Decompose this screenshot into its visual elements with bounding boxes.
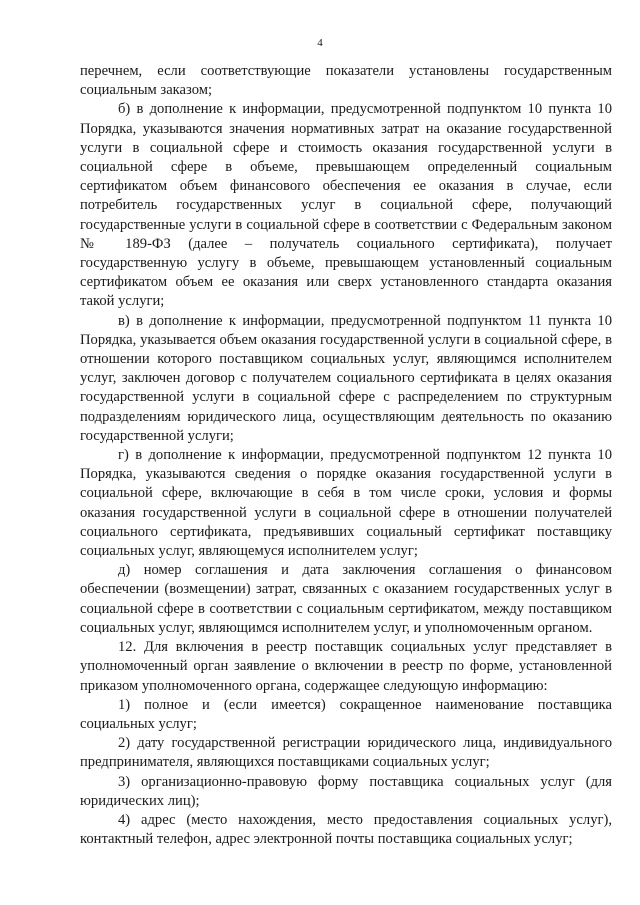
list-item-3: 3) организационно-правовую форму поставщика социальных услуг (для юридических лиц); — [80, 773, 612, 809]
document-body — [80, 62, 612, 849]
list-item-2: 2) дату государственной регистрации юридического лица, индивидуального предпринимателя, являющихся поставщиками социальных услуг; — [80, 735, 612, 771]
page-number: 4 — [317, 37, 323, 49]
paragraph-12: 12. Для включения в реестр поставщик социальных услуг представляет в уполномоченный орган заявление о включении в реестр по форме, установленной приказом уполномоченного органа, содержащее следующую информацию: — [80, 639, 612, 694]
paragraph-d: д) номер соглашения и дата заключения соглашения о финансовом обеспечении (возмещении) затрат, связанных с оказанием государственных услуг в социальной сфере в соответствии с социальным сертификатом, между поставщиком социальных услуг, являющимся исполнителем услуг, и уполномоченным органом. — [80, 562, 612, 636]
paragraph-g: г) в дополнение к информации, предусмотренной подпунктом 12 пункта 10 Порядка, указываются сведения о порядке оказания государственной услуги в социальной сфере, включающие в себя в том числе сроки, условия и формы оказания государственной услуги в социальной сфере в отношении получателей социального сертификата, предъявивших социальный сертификат поставщику социальных услуг, являющемуся исполнителем услуг; — [80, 447, 612, 560]
paragraph-continuation: перечнем, если соответствующие показатели установлены государственным социальным заказом; — [80, 63, 612, 99]
list-item-4: 4) адрес (место нахождения, место предоставления социальных услуг), контактный телефон, адрес электронной почты поставщика социальных услуг; — [80, 811, 612, 848]
list-item-1: 1) полное и (если имеется) сокращенное наименование поставщика социальных услуг; — [80, 696, 612, 732]
paragraph-b: б) в дополнение к информации, предусмотренной подпунктом 10 пункта 10 Порядка, указываются значения нормативных затрат на оказание государственной услуги в социальной сфере и стоимость оказания государственной услуги в социальной сфере в объеме, превышающем определенный социальным сертификатом объем финансового обеспечения ее оказания в случае, если потребитель государственных услуг в социальной сфере, получающий государственные услуги в социальной сфере в соответствии с Федеральным законом № 189-ФЗ (далее – получатель социального сертификата), получает государственную услугу в объеме, превышающем установленный социальным сертификатом объем ее оказания или сверх установленного стандарта оказания такой услуги; — [80, 101, 612, 310]
paragraph-v: в) в дополнение к информации, предусмотренной подпунктом 11 пункта 10 Порядка, указывается объем оказания государственной услуги в социальной сфере, в отношении которого поставщиком социальных услуг, являющимся исполнителем услуг, заключен договор с получателем социального сертификата в целях оказания государственной услуги в социальной сфере с распределением по структурным подразделениям юридического лица, осуществляющим деятельность по оказанию государственной услуги; — [80, 312, 612, 444]
